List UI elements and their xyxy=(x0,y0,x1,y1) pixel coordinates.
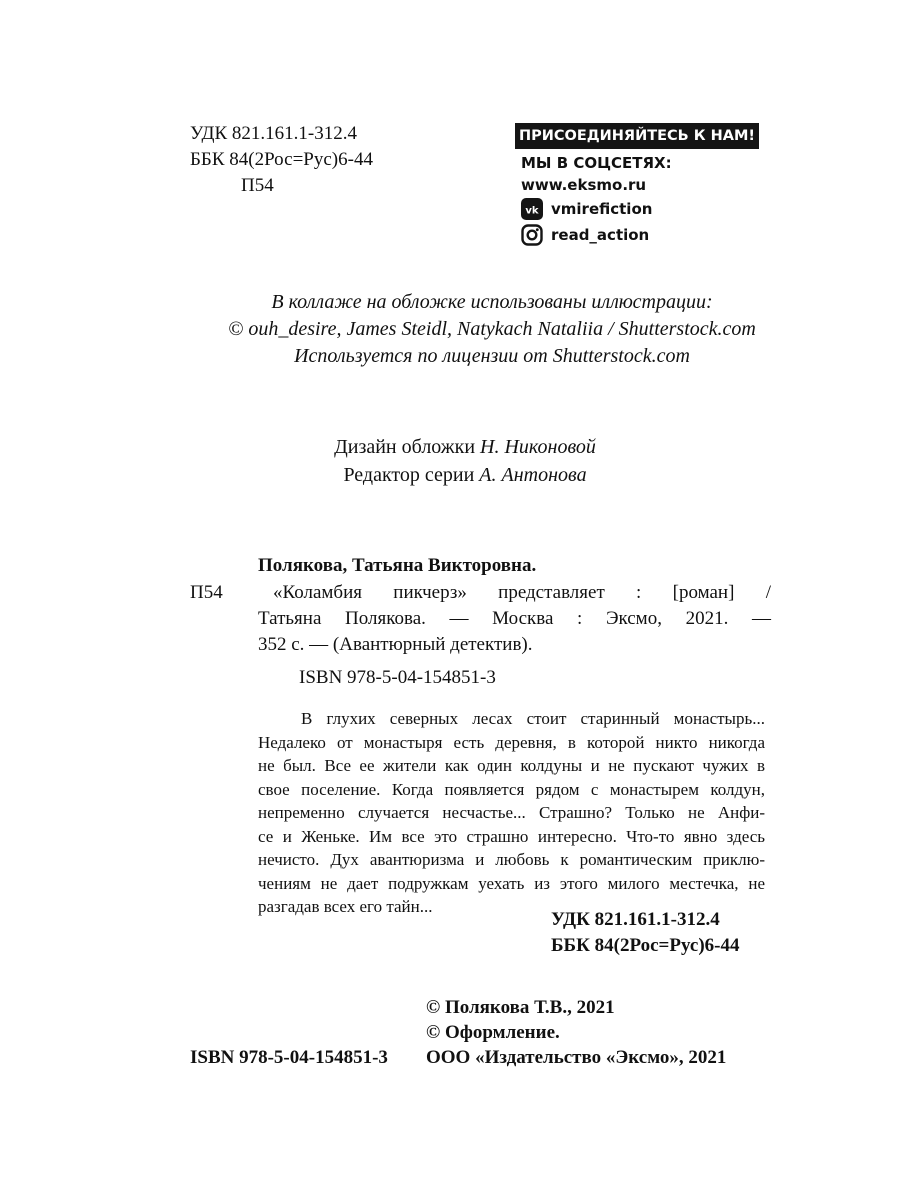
bbk-code: ББК 84(2Рос=Рус)6-44 xyxy=(190,149,373,170)
cover-design-label: Дизайн обложки xyxy=(334,436,476,458)
instagram-handle: read_action xyxy=(551,226,650,244)
record-description-line: 352 с. — (Авантюрный детектив). xyxy=(258,634,533,655)
vk-handle: vmirefiction xyxy=(551,200,653,218)
annotation-line: нечисто. Дух авантюризма и любовь к романтическим приклю- xyxy=(258,850,765,869)
illustration-credit-heading: В коллаже на обложке использованы иллюстрации: xyxy=(271,291,713,313)
social-title: МЫ В СОЦСЕТЯХ: xyxy=(521,154,672,172)
cover-designer-name: Н. Никоновой xyxy=(480,436,596,458)
illustration-license: Используется по лицензии от Shutterstock.com xyxy=(294,345,690,367)
vk-icon xyxy=(521,198,543,220)
annotation-line: непременно случается несчастье... Страшно? Только не Анфи- xyxy=(258,803,765,822)
record-code: П54 xyxy=(190,582,223,603)
annotation-line: свое поселение. Когда появляется рядом с монастырем колдун, xyxy=(258,780,765,799)
annotation-line: чениям не дает подружкам уехать из этого милого местечка, не xyxy=(258,874,765,893)
udk-code: УДК 821.161.1-312.4 xyxy=(190,123,357,144)
classification-udk: УДК 821.161.1-312.4 xyxy=(551,909,720,930)
annotation-line: се и Женьке. Им все это страшно интересно. Что-то явно здесь xyxy=(258,827,765,846)
vk-link[interactable] xyxy=(521,198,652,220)
annotation-line: Недалеко от монастыря есть деревня, в которой никто никогда xyxy=(258,733,765,752)
join-us-banner: ПРИСОЕДИНЯЙТЕСЬ К НАМ! xyxy=(515,123,759,149)
instagram-icon xyxy=(521,224,543,246)
publisher-copyright: ООО «Издательство «Эксмо», 2021 xyxy=(426,1047,727,1068)
svg-text:vk: vk xyxy=(525,205,539,217)
series-editor-label: Редактор серии xyxy=(343,464,475,486)
annotation-line: разгадав всех его тайн... xyxy=(258,897,433,916)
instagram-link[interactable] xyxy=(521,224,649,246)
copyright-author: © Полякова Т.В., 2021 xyxy=(426,997,615,1018)
website-link[interactable]: www.eksmo.ru xyxy=(521,176,647,194)
series-editor-name: А. Антонова xyxy=(479,464,587,486)
record-author: Полякова, Татьяна Викторовна. xyxy=(258,555,537,576)
annotation-line: не был. Все ее жители как один колдуны и не пускают чужих в xyxy=(258,756,765,775)
footer-isbn: ISBN 978-5-04-154851-3 xyxy=(190,1047,388,1068)
record-description-line: Татьяна Полякова. — Москва : Эксмо, 2021. — xyxy=(258,608,771,629)
record-description-line: «Коламбия пикчерз» представляет : [роман] / xyxy=(273,582,771,603)
illustration-credit-authors: © ouh_desire, James Steidl, Natykach Nataliia / Shutterstock.com xyxy=(228,318,756,340)
copyright-design: © Оформление. xyxy=(426,1022,560,1043)
cover-design-credit xyxy=(0,433,900,461)
annotation-line: В глухих северных лесах стоит старинный монастырь... xyxy=(301,709,765,728)
author-mark: П54 xyxy=(241,175,274,196)
record-isbn: ISBN 978-5-04-154851-3 xyxy=(299,667,496,688)
classification-bbk: ББК 84(2Рос=Рус)6-44 xyxy=(551,935,740,956)
series-editor-credit xyxy=(0,461,900,489)
